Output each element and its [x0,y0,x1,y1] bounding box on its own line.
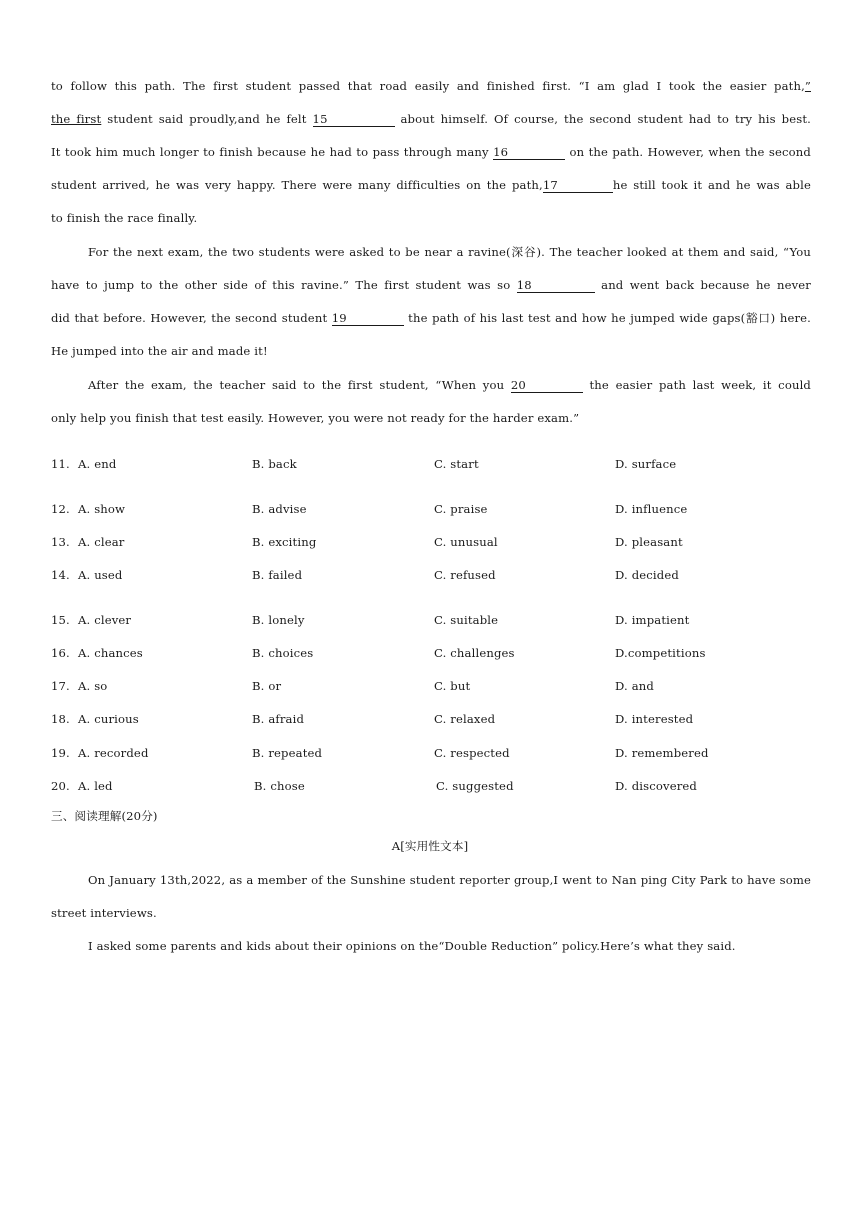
option-b: B. advise [252,502,307,516]
question-number: 13. [51,535,70,549]
option-a: A. used [78,568,123,582]
option-c: C. unusual [434,535,498,549]
option-c: C. suitable [434,613,499,627]
passage-line: to finish the race finally. [51,211,198,225]
blank-19: 19 [332,312,404,326]
blank-20: 20 [511,379,583,393]
passage-line: On January 13th,2022, as a member of the Sunshine student reporter group,I went to Nan ping City Park to have some [88,873,811,887]
option-d: D. surface [615,457,677,471]
option-b: B. exciting [252,535,317,549]
blank-18: 18 [517,279,595,293]
passage-paragraph-3 [51,369,811,435]
question-12-options [0,502,860,522]
passage-line: did that before. However, the second student 19 the path of his last test and how he jumped wide gaps(豁口) here. [51,311,811,325]
passage-line: to follow this path. The first student passed that road easily and finished first. “I am glad I took the easier path,” [51,79,811,93]
option-c: C. start [434,457,479,471]
option-a: A. recorded [78,746,149,760]
question-13-options [0,535,860,555]
option-c: C. but [434,679,471,693]
option-a: A. clear [78,535,125,549]
option-b: B. failed [252,568,303,582]
option-b: B. afraid [252,712,305,726]
option-c: C. suggested [436,779,514,793]
question-19-options [0,746,860,766]
question-11-options [0,457,860,477]
passage-line: For the next exam, the two students were asked to be near a ravine(深谷). The teacher looked at them and said, “You [88,245,811,259]
passage-line: the first student said proudly,and he felt 15 about himself. Of course, the second student had to try his best. [51,112,812,126]
question-15-options [0,613,860,633]
option-a: A. led [78,779,113,793]
option-d: D. interested [615,712,694,726]
question-18-options [0,712,860,732]
section-subtitle: A[实用性文本] [391,839,469,853]
passage-line: I asked some parents and kids about their opinions on the“Double Reduction” policy.Here’s what they said. [88,939,736,953]
option-a: A. curious [78,712,139,726]
option-b: B. choices [252,646,314,660]
option-d: D. impatient [615,613,690,627]
passage-line: student arrived, he was very happy. There were many difficulties on the path,17 he still took it and he was able [51,178,811,192]
reading-paragraph-2 [51,930,811,963]
option-b: B. or [252,679,282,693]
question-number: 14. [51,568,70,582]
option-d: D. influence [615,502,688,516]
option-d: D. pleasant [615,535,683,549]
option-c: C. respected [434,746,510,760]
question-number: 11. [51,457,70,471]
option-d: D. decided [615,568,679,582]
option-a: A. chances [78,646,143,660]
question-number: 12. [51,502,70,516]
option-a: A. end [78,457,117,471]
section-heading: 三、阅读理解(20分) [51,809,158,823]
blank-17: 17 [543,179,613,193]
question-17-options [0,679,860,699]
passage-line: He jumped into the air and made it! [51,344,268,358]
passage-paragraph-1 [51,70,811,235]
question-number: 17. [51,679,70,693]
option-b: B. lonely [252,613,305,627]
option-b: B. chose [254,779,305,793]
passage-line: have to jump to the other side of this ravine.” The first student was so 18 and went back because he never [51,278,811,292]
passage-line: street interviews. [51,906,157,920]
option-c: C. praise [434,502,488,516]
question-number: 16. [51,646,70,660]
passage-line: only help you finish that test easily. However, you were not ready for the harder exam.” [51,411,580,425]
option-d: D. discovered [615,779,697,793]
option-d: D. remembered [615,746,709,760]
question-number: 18. [51,712,70,726]
question-number: 20. [51,779,70,793]
question-number: 19. [51,746,70,760]
question-14-options [0,568,860,588]
passage-line: It took him much longer to finish because he had to pass through many 16 on the path. However, when the second [51,145,811,159]
blank-15: 15 [313,113,395,127]
option-a: A. clever [78,613,132,627]
question-16-options [0,646,860,666]
blank-16: 16 [493,146,565,160]
option-b: B. repeated [252,746,323,760]
option-c: C. relaxed [434,712,496,726]
option-c: C. refused [434,568,496,582]
question-number: 15. [51,613,70,627]
option-d: D. and [615,679,654,693]
option-a: A. show [78,502,126,516]
option-c: C. challenges [434,646,515,660]
option-d: D.competitions [615,646,706,660]
reading-paragraph-1 [51,864,811,930]
passage-paragraph-2 [51,236,811,368]
option-a: A. so [78,679,108,693]
question-20-options [0,779,860,799]
option-b: B. back [252,457,297,471]
passage-line: After the exam, the teacher said to the first student, “When you 20 the easier path last week, it could [88,378,811,392]
